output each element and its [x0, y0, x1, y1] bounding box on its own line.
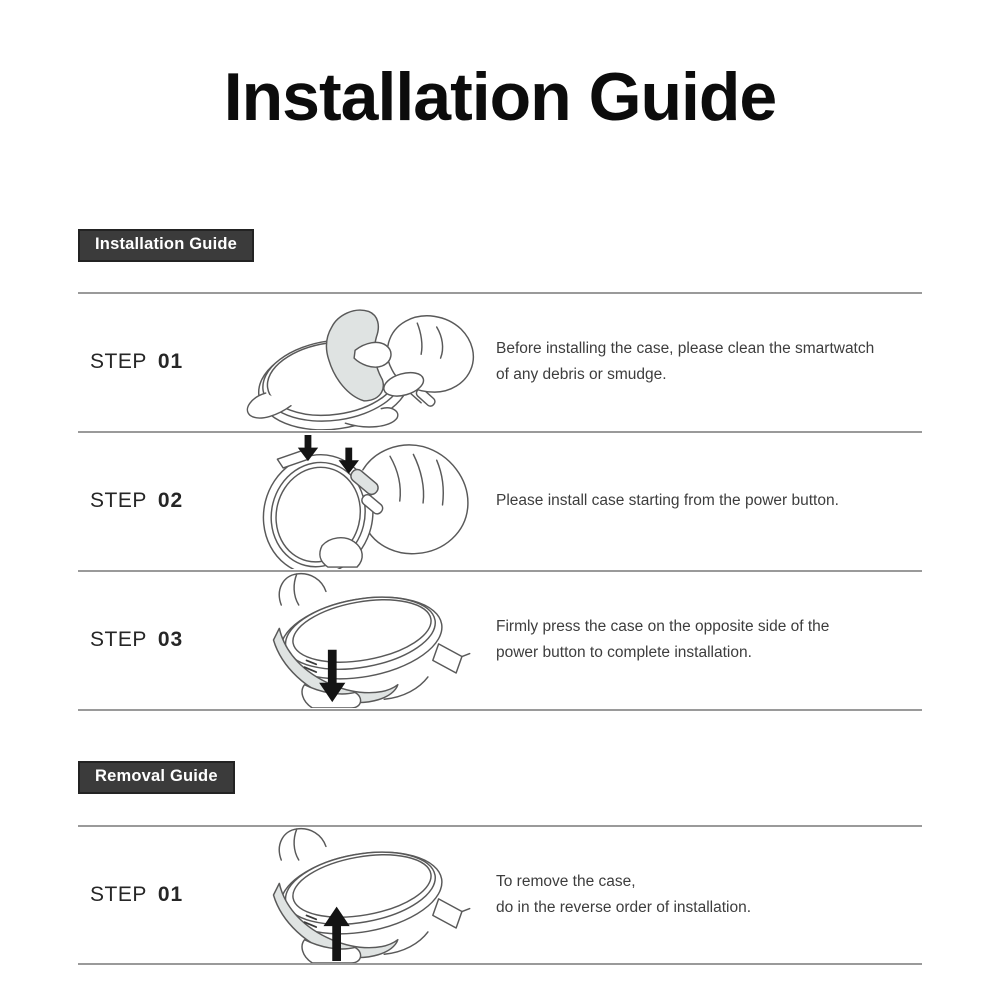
removal-step-1-row	[78, 827, 922, 963]
wipe-smartwatch-illustration	[230, 294, 486, 430]
divider	[78, 709, 922, 711]
step-word: STEP	[90, 489, 147, 512]
step-number: 01	[157, 883, 184, 906]
step-word: STEP	[90, 350, 147, 373]
description-line: power button to complete installation.	[496, 644, 752, 661]
description-line: Firmly press the case on the opposite side of the	[496, 618, 830, 635]
remove-case-illustration	[230, 827, 486, 963]
install-step-3-row	[78, 572, 922, 708]
section-badge-removal: Removal Guide	[78, 761, 235, 794]
step-number: 02	[157, 489, 184, 512]
step-description	[486, 869, 922, 921]
press-case-icon	[233, 572, 483, 708]
page-title: Installation Guide	[223, 59, 777, 135]
step-description	[486, 336, 922, 388]
step-number: 03	[157, 628, 184, 651]
description-line: To remove the case,	[496, 873, 636, 890]
install-case-illustration	[230, 433, 486, 569]
step-label	[78, 489, 230, 513]
step-word: STEP	[90, 883, 147, 906]
install-case-icon	[233, 433, 483, 569]
press-case-illustration	[230, 572, 486, 708]
step-label	[78, 350, 230, 374]
step-label	[78, 628, 230, 652]
install-step-1-row	[78, 294, 922, 430]
remove-case-icon	[233, 827, 483, 963]
step-label	[78, 883, 230, 907]
section-badge-installation: Installation Guide	[78, 229, 254, 262]
wipe-smartwatch-icon	[233, 294, 483, 430]
step-word: STEP	[90, 628, 147, 651]
divider	[78, 963, 922, 965]
description-line: do in the reverse order of installation.	[496, 899, 752, 916]
description-line: Before installing the case, please clean the smartwatch	[496, 340, 875, 357]
step-description	[486, 614, 922, 666]
step-description	[486, 488, 922, 514]
description-line: of any debris or smudge.	[496, 366, 667, 383]
description-line: Please install case starting from the power button.	[496, 492, 839, 509]
step-number: 01	[157, 350, 184, 373]
install-step-2-row	[78, 433, 922, 569]
